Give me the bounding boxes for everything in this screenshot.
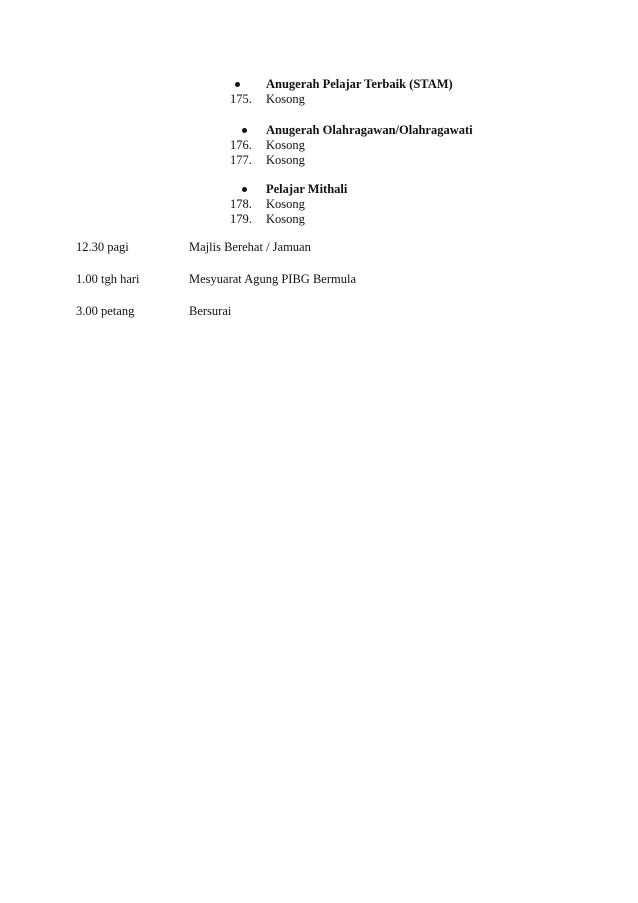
award-title — [230, 123, 473, 138]
bullet-icon — [230, 182, 266, 197]
schedule-event: Majlis Berehat / Jamuan — [189, 240, 311, 254]
list-item — [230, 212, 347, 227]
entry-name: Kosong — [266, 153, 305, 167]
entry-name: Kosong — [266, 197, 305, 211]
entry-number: 175. — [230, 92, 252, 106]
award-block-mithali — [230, 182, 347, 227]
award-title — [230, 77, 453, 92]
list-item — [230, 138, 473, 153]
bullet-icon — [230, 123, 266, 138]
list-item — [230, 153, 473, 168]
award-title-text: Anugerah Olahragawan/Olahragawati — [266, 123, 473, 137]
schedule-time: 1.00 tgh hari — [76, 272, 140, 286]
schedule-time: 12.30 pagi — [76, 240, 129, 254]
entry-number: 177. — [230, 153, 252, 167]
entry-name: Kosong — [266, 92, 305, 106]
bullet-icon — [230, 77, 266, 92]
entry-number: 179. — [230, 212, 252, 226]
schedule-event: Bersurai — [189, 304, 232, 318]
award-title-text: Pelajar Mithali — [266, 182, 348, 196]
award-block-stam — [230, 77, 453, 107]
list-item — [230, 92, 453, 107]
award-title — [230, 182, 347, 197]
entry-name: Kosong — [266, 138, 305, 152]
award-title-text: Anugerah Pelajar Terbaik (STAM) — [266, 77, 453, 91]
entry-number: 176. — [230, 138, 252, 152]
schedule-event: Mesyuarat Agung PIBG Bermula — [189, 272, 356, 286]
entry-name: Kosong — [266, 212, 305, 226]
list-item — [230, 197, 347, 212]
entry-number: 178. — [230, 197, 252, 211]
schedule-time: 3.00 petang — [76, 304, 135, 318]
award-block-olahragawan — [230, 123, 473, 168]
